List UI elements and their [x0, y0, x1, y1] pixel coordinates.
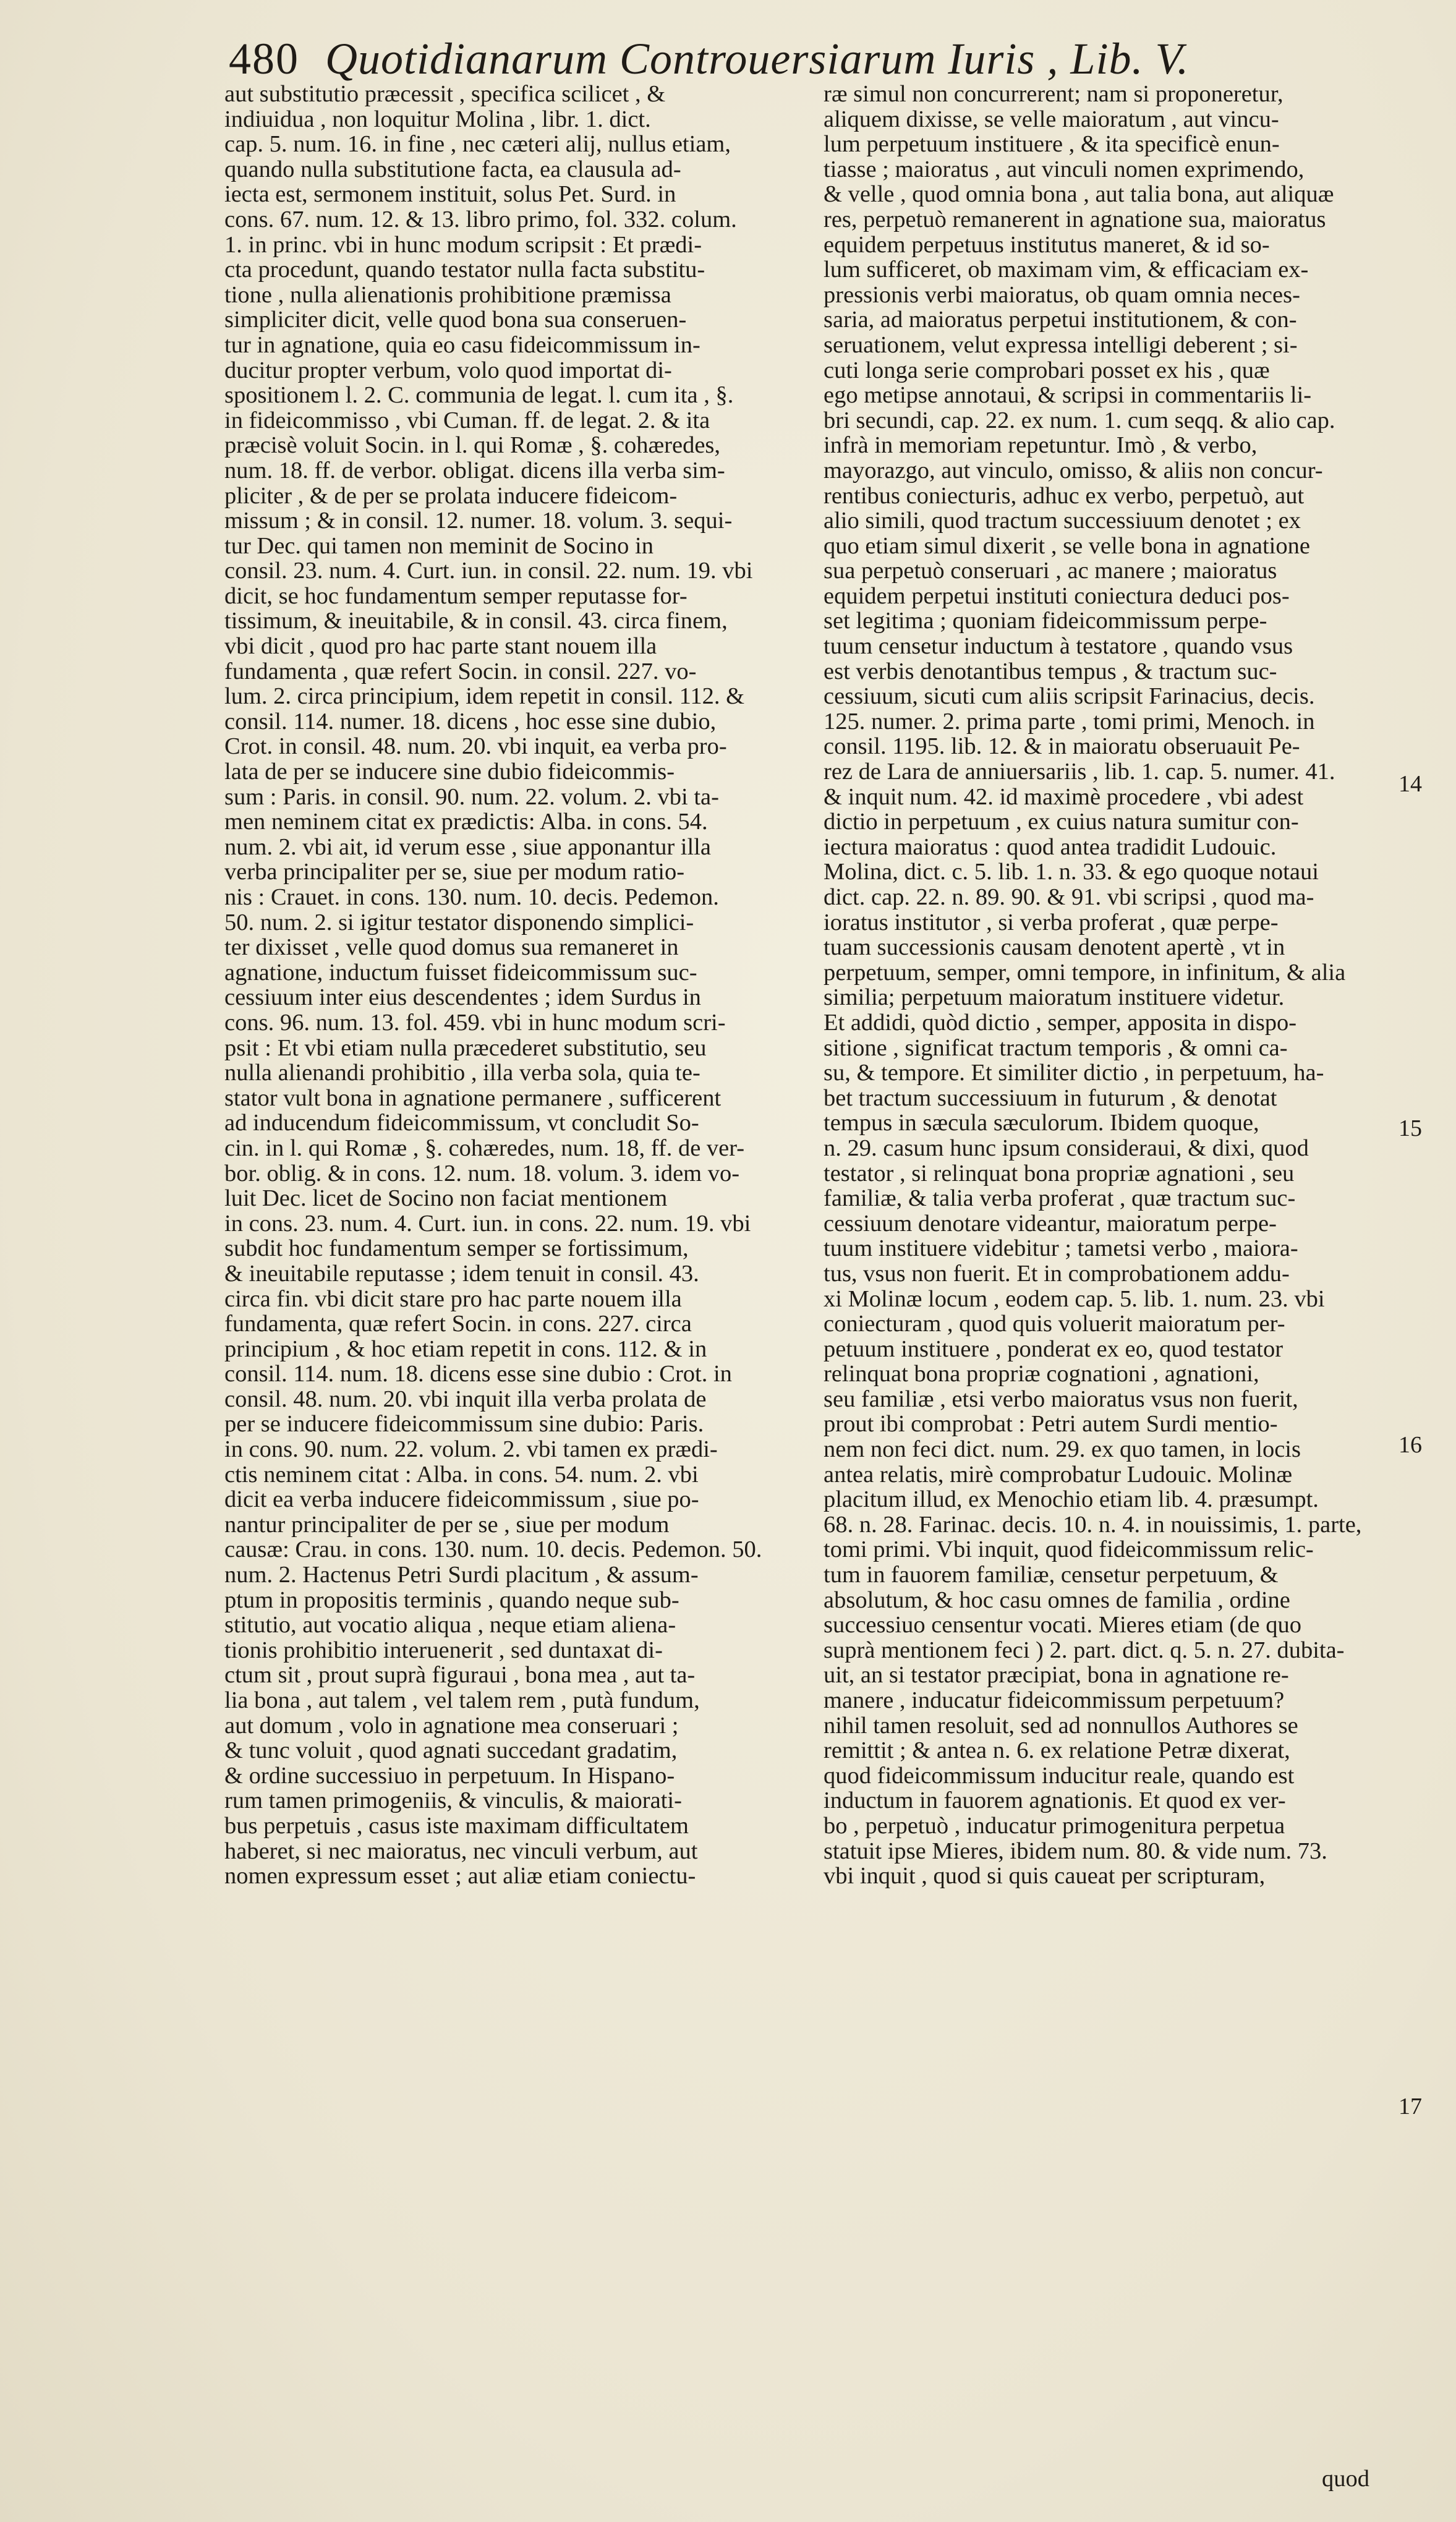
text-line: mayorazgo, aut vinculo, omisso, & aliis non concur- [824, 458, 1323, 484]
text-line: 1. in princ. vbi in hunc modum scripsit : Et prædi- [224, 232, 702, 258]
text-line: n. 29. casum hunc ipsum consideraui, & dixi, quod [824, 1135, 1309, 1161]
text-line: subdit hoc fundamentum semper se fortissimum, [224, 1236, 689, 1261]
text-line: tur Dec. qui tamen non meminit de Socino in [224, 533, 653, 559]
text-line: ctum sit , prout suprà figuraui , bona mea , aut ta- [224, 1663, 696, 1688]
text-line: nihil tamen resoluit, sed ad nonnullos Authores se [824, 1713, 1298, 1739]
text-line: set legitima ; quoniam fideicommissum perpe- [824, 608, 1267, 634]
text-line: principium , & hoc etiam repetit in cons. 112. & in [224, 1336, 707, 1362]
text-line: rum tamen primogeniis, & vinculis, & maiorati- [224, 1788, 682, 1813]
text-line: consil. 114. num. 18. dicens esse sine dubio : Crot. in [224, 1361, 732, 1387]
text-column-right [824, 82, 1383, 1889]
text-line: antea relatis, mirè comprobatur Ludouic. Molinæ [824, 1462, 1293, 1488]
text-line: agnatione, inductum fuisset fideicommissum suc- [224, 960, 697, 986]
text-line: consil. 114. numer. 18. dicens , hoc esse sine dubio, [224, 709, 717, 735]
text-line: vbi dicit , quod pro hac parte stant nouem illa [224, 634, 657, 659]
text-line: tionis prohibitio interuenerit , sed duntaxat di- [224, 1637, 663, 1663]
text-line: bri secundi, cap. 22. ex num. 1. cum seqq. & alio cap. [824, 407, 1335, 433]
text-line: cap. 5. num. 16. in fine , nec cæteri alij, nullus etiam, [224, 132, 731, 157]
page-number: 480 [229, 34, 299, 83]
text-line: perpetuum, semper, omni tempore, in infinitum, & alia [824, 960, 1346, 986]
text-line: tuum instituere videbitur ; tametsi verbo , maiora- [824, 1236, 1298, 1261]
text-line: nulla alienandi prohibitio , illa verba sola, quia te- [224, 1060, 700, 1086]
text-line: ter dixisset , velle quod domus sua remaneret in [224, 935, 679, 960]
text-line: ducitur propter verbum, volo quod importat di- [224, 357, 672, 383]
text-line: Molina, dict. c. 5. lib. 1. n. 33. & ego quoque notaui [824, 859, 1319, 885]
text-line: lia bona , aut talem , vel talem rem , putà fundum, [224, 1688, 700, 1713]
text-line: dictio in perpetuum , ex cuius natura sumitur con- [824, 809, 1299, 835]
text-line: equidem perpetui instituti coniectura deduci pos- [824, 583, 1290, 609]
text-line: cin. in l. qui Romæ , §. cohæredes, num. 18, ff. de ver- [224, 1135, 745, 1161]
text-line: cuti longa serie comprobari posset ex his , quæ [824, 357, 1270, 383]
text-line: & inquit num. 42. id maximè procedere , vbi adest [824, 784, 1304, 810]
text-line: tissimum, & ineuitabile, & in consil. 43. circa finem, [224, 608, 728, 634]
margin-number-14: 14 [1399, 771, 1422, 797]
text-line: dicit, se hoc fundamentum semper reputasse for- [224, 583, 688, 609]
text-line: præcisè voluit Socin. in l. qui Romæ , §. cohæredes, [224, 433, 721, 458]
text-line: per se inducere fideicommissum sine dubio: Paris. [224, 1412, 704, 1438]
text-line: res, perpetuò remanerent in agnatione sua, maioratus [824, 207, 1326, 232]
text-line: bet tractum successiuum in futurum , & denotat [824, 1085, 1277, 1111]
text-line: infrà in memoriam repetuntur. Imò , & verbo, [824, 433, 1258, 458]
text-line: ad inducendum fideicommissum, vt concludit So- [224, 1110, 699, 1136]
page-header [229, 31, 1255, 87]
text-line: 50. num. 2. si igitur testator disponendo simplici- [224, 910, 694, 935]
text-line: tiasse ; maioratus , aut vinculi nomen exprimendo, [824, 156, 1305, 182]
text-line: lum sufficeret, ob maximam vim, & efficaciam ex- [824, 257, 1309, 283]
text-line: ioratus institutor , si verba proferat , quæ perpe- [824, 910, 1279, 935]
text-line: lum. 2. circa principium, idem repetit in consil. 112. & [224, 684, 745, 709]
text-line: pressionis verbi maioratus, ob quam omnia neces- [824, 282, 1300, 308]
text-line: men neminem citat ex prædictis: Alba. in cons. 54. [224, 809, 708, 835]
text-line: & ordine successiuo in perpetuum. In Hispano- [224, 1763, 675, 1789]
text-line: consil. 1195. lib. 12. & in maioratu obseruauit Pe- [824, 734, 1300, 760]
text-line: coniecturam , quod quis voluerit maioratum per- [824, 1311, 1285, 1337]
text-line: ræ simul non concurrerent; nam si proponeretur, [824, 82, 1284, 107]
text-line: tum in fauorem familiæ, censetur perpetuum, & [824, 1562, 1279, 1588]
text-line: nis : Crauet. in cons. 130. num. 10. decis. Pedemon. [224, 885, 719, 910]
text-column-left [224, 82, 784, 1889]
text-line: indiuidua , non loquitur Molina , libr. 1. dict. [224, 106, 651, 132]
text-line: circa fin. vbi dicit stare pro hac parte nouem illa [224, 1286, 682, 1312]
text-line: tus, vsus non fuerit. Et in comprobationem addu- [824, 1261, 1290, 1287]
text-line: xi Molinæ locum , eodem cap. 5. lib. 1. num. 23. vbi [824, 1286, 1325, 1312]
text-line: ptum in propositis terminis , quando neque sub- [224, 1587, 679, 1613]
text-line: cons. 67. num. 12. & 13. libro primo, fol. 332. colum. [224, 207, 737, 232]
text-line: tuam successionis causam denotent apertè , vt in [824, 935, 1285, 960]
text-line: familiæ, & talia verba proferat , quæ tractum suc- [824, 1186, 1296, 1211]
text-line: cons. 96. num. 13. fol. 459. vbi in hunc modum scri- [224, 1010, 726, 1036]
text-line: pliciter , & de per se prolata inducere fideicom- [224, 483, 678, 509]
text-line: nomen expressum esset ; aut aliæ etiam coniectu- [224, 1864, 696, 1889]
text-line: & ineuitabile reputasse ; idem tenuit in consil. 43. [224, 1261, 699, 1287]
text-line: tione , nulla alienationis prohibitione præmissa [224, 282, 671, 308]
text-line: quo etiam simul dixerit , se velle bona in agnatione [824, 533, 1310, 559]
text-line: tur in agnatione, quia eo casu fideicommissum in- [224, 332, 700, 358]
text-line: similia; perpetuum maioratum instituere videtur. [824, 985, 1285, 1010]
text-line: vbi inquit , quod si quis caueat per scripturam, [824, 1864, 1266, 1889]
text-line: fundamenta , quæ refert Socin. in consil. 227. vo- [224, 658, 697, 684]
text-line: saria, ad maioratus perpetui institutionem, & con- [824, 307, 1297, 333]
text-line: in fideicommisso , vbi Cuman. ff. de legat. 2. & ita [224, 407, 710, 433]
text-line: lata de per se inducere sine dubio fideicommis- [224, 759, 675, 785]
text-line: lum perpetuum instituere , & ita specificè enun- [824, 132, 1280, 157]
text-line: manere , inducatur fideicommissum perpetuum? [824, 1688, 1285, 1713]
text-line: petuum instituere , ponderat ex eo, quod testator [824, 1336, 1284, 1362]
text-line: suprà mentionem feci ) 2. part. dict. q. 5. n. 27. dubita- [824, 1637, 1345, 1663]
text-line: bus perpetuis , casus iste maximam difficultatem [224, 1813, 689, 1839]
text-line: psit : Et vbi etiam nulla præcederet substitutio, seu [224, 1035, 707, 1061]
text-line: bo , perpetuò , inducatur primogenitura perpetua [824, 1813, 1285, 1839]
text-line: Et addidi, quòd dictio , semper, apposita in dispo- [824, 1010, 1297, 1036]
text-line: in cons. 90. num. 22. volum. 2. vbi tamen ex prædi- [224, 1437, 718, 1462]
text-line: seruationem, velut expressa intelligi deberent ; si- [824, 332, 1298, 358]
margin-number-15: 15 [1399, 1115, 1422, 1141]
text-line: cessiuum inter eius descendentes ; idem Surdus in [224, 985, 701, 1010]
text-line: num. 2. Hactenus Petri Surdi placitum , & assum- [224, 1562, 699, 1588]
text-line: sum : Paris. in consil. 90. num. 22. volum. 2. vbi ta- [224, 784, 719, 810]
text-line: rez de Lara de anniuersariis , lib. 1. cap. 5. numer. 41. [824, 759, 1335, 785]
text-line: est verbis denotantibus tempus , & tractum suc- [824, 658, 1277, 684]
text-line: num. 18. ff. de verbor. obligat. dicens illa verba sim- [224, 458, 725, 484]
text-line: relinquat bona propriæ cognationi , agnationi, [824, 1361, 1259, 1387]
text-line: causæ: Crau. in cons. 130. num. 10. decis. Pedemon. 50. [224, 1537, 762, 1563]
text-line: quando nulla substitutione facta, ea clausula ad- [224, 156, 681, 182]
text-line: nantur principaliter de per se , siue per modum [224, 1512, 670, 1538]
text-line: seu familiæ , etsi verbo maioratus vsus non fuerit, [824, 1386, 1298, 1412]
text-line: rentibus coniecturis, adhuc ex verbo, perpetuò, aut [824, 483, 1305, 509]
text-line: missum ; & in consil. 12. numer. 18. volum. 3. sequi- [224, 508, 733, 534]
text-line: inductum in fauorem agnationis. Et quod ex ver- [824, 1788, 1286, 1813]
running-title: Quotidianarum Controuersiarum Iuris , Lib. V. [325, 34, 1190, 83]
text-line: remittit ; & antea n. 6. ex relatione Petræ dixerat, [824, 1738, 1290, 1763]
text-line: uit, an si testator præcipiat, bona in agnatione re- [824, 1663, 1289, 1688]
text-line: aut substitutio præcessit , specifica scilicet , & [224, 82, 666, 107]
text-line: stitutio, aut vocatio aliqua , neque etiam aliena- [224, 1612, 676, 1638]
text-line: bor. oblig. & in cons. 12. num. 18. volum. 3. idem vo- [224, 1161, 740, 1186]
text-line: successiuo censentur vocati. Mieres etiam (de quo [824, 1612, 1301, 1638]
text-line: statuit ipse Mieres, ibidem num. 80. & vide num. 73. [824, 1838, 1327, 1864]
text-line: dicit ea verba inducere fideicommissum , siue po- [224, 1487, 699, 1512]
margin-number-16: 16 [1399, 1432, 1422, 1458]
text-line: sitione , significat tractum temporis , & omni ca- [824, 1035, 1288, 1061]
text-line: su, & tempore. Et similiter dictio , in perpetuum, ha- [824, 1060, 1324, 1086]
catchword: quod [1322, 2466, 1369, 2492]
text-line: alio simili, quod tractum successiuum denotet ; ex [824, 508, 1301, 534]
text-line: dict. cap. 22. n. 89. 90. & 91. vbi scripsi , quod ma- [824, 885, 1314, 910]
text-line: & tunc voluit , quod agnati succedant gradatim, [224, 1738, 678, 1763]
text-line: ego metipse annotaui, & scripsi in commentariis li- [824, 383, 1312, 408]
text-line: tempus in sæcula sæculorum. Ibidem quoque, [824, 1110, 1259, 1136]
text-line: placitum illud, ex Menochio etiam lib. 4. præsumpt. [824, 1487, 1319, 1512]
text-line: ctis neminem citat : Alba. in cons. 54. num. 2. vbi [224, 1462, 699, 1488]
text-line: cta procedunt, quando testator nulla facta substitu- [224, 257, 705, 283]
text-line: Crot. in consil. 48. num. 20. vbi inquit, ea verba pro- [224, 734, 727, 760]
text-line: in cons. 23. num. 4. Curt. iun. in cons. 22. num. 19. vbi [224, 1211, 751, 1237]
text-line: stator vult bona in agnatione permanere , sufficerent [224, 1085, 722, 1111]
text-line: iectura maioratus : quod antea tradidit Ludouic. [824, 834, 1277, 860]
text-line: & velle , quod omnia bona , aut talia bona, aut aliquæ [824, 182, 1334, 207]
text-line: consil. 48. num. 20. vbi inquit illa verba prolata de [224, 1386, 707, 1412]
margin-number-17: 17 [1399, 2094, 1422, 2119]
text-line: aliquem dixisse, se velle maioratum , aut vincu- [824, 106, 1279, 132]
text-line: nem non feci dict. num. 29. ex quo tamen, in locis [824, 1437, 1301, 1462]
text-line: tuum censetur inductum à testatore , quando vsus [824, 634, 1293, 659]
text-line: luit Dec. licet de Socino non faciat mentionem [224, 1186, 668, 1211]
text-line: iecta est, sermonem instituit, solus Pet. Surd. in [224, 182, 676, 207]
text-line: aut domum , volo in agnatione mea conseruari ; [224, 1713, 679, 1739]
text-line: sua perpetuò conseruari , ac manere ; maioratus [824, 558, 1277, 584]
text-line: equidem perpetuus institutus maneret, & id so- [824, 232, 1270, 258]
text-line: num. 2. vbi ait, id verum esse , siue apponantur illa [224, 834, 711, 860]
text-line: consil. 23. num. 4. Curt. iun. in consil. 22. num. 19. vbi [224, 558, 753, 584]
text-line: absolutum, & hoc casu omnes de familia , ordine [824, 1587, 1290, 1613]
text-line: spositionem l. 2. C. communia de legat. l. cum ita , §. [224, 383, 734, 408]
text-line: cessiuum, sicuti cum aliis scripsit Farinacius, decis. [824, 684, 1315, 709]
text-line: cessiuum denotare videantur, maioratum perpe- [824, 1211, 1277, 1237]
text-line: tomi primi. Vbi inquit, quod fideicommissum relic- [824, 1537, 1314, 1563]
text-line: prout ibi comprobat : Petri autem Surdi mentio- [824, 1412, 1278, 1438]
text-line: fundamenta, quæ refert Socin. in cons. 227. circa [224, 1311, 692, 1337]
text-line: testator , si relinquat bona propriæ agnationi , seu [824, 1161, 1295, 1186]
text-line: quod fideicommissum inducitur reale, quando est [824, 1763, 1295, 1789]
text-line: 125. numer. 2. prima parte , tomi primi, Menoch. in [824, 709, 1315, 735]
text-line: 68. n. 28. Farinac. decis. 10. n. 4. in nouissimis, 1. parte, [824, 1512, 1362, 1538]
text-line: haberet, si nec maioratus, nec vinculi verbum, aut [224, 1838, 698, 1864]
text-line: verba principaliter per se, siue per modum ratio- [224, 859, 685, 885]
text-line: simpliciter dicit, velle quod bona sua conseruen- [224, 307, 687, 333]
